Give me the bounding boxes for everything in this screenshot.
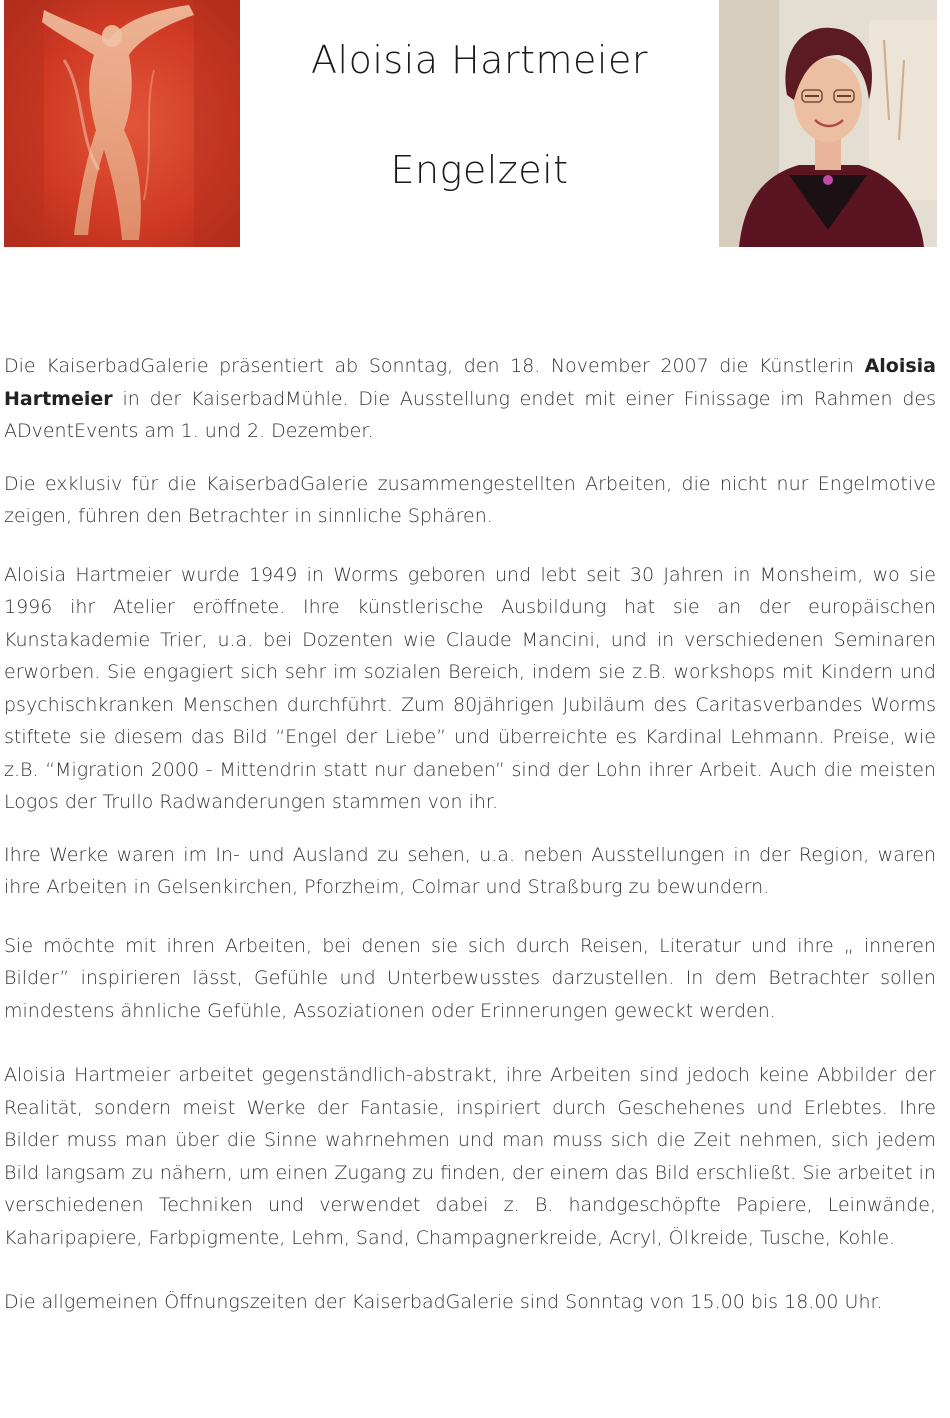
exhibition-title: Engelzeit [390,148,569,192]
opening-hours-paragraph: Die allgemeinen Öffnungszeiten der KaiserbadGalerie sind Sonntag von 15.00 bis 18.00 Uhr. [4,1291,883,1313]
biography-paragraph: Aloisia Hartmeier wurde 1949 in Worms geboren und lebt seit 30 Jahren in Monsheim, wo sie 1996 ihr Atelier eröffnete. Ihre künstlerische Ausbildung hat sie an der europäischen Kunstakademie Trier, u.a. bei Dozenten wie Claude Mancini, und in verschiedenen Seminaren erworben. Sie engagiert sich sehr im sozialen Bereich, indem sie z.B. workshops mit Kindern und psychischkranken Menschen durchführt. Zum 80jährigen Jubiläum des Caritasverbandes Worms stiftete sie diesem das Bild “Engel der Liebe” und überreichte es Kardinal Lehmann. Preise, wie z.B. “Migration 2000 - Mittendrin statt nur daneben” sind der Lohn ihrer Arbeit. Auch die meisten Logos der Trullo Radwanderungen stammen von ihr. [4,563,936,813]
article-body [4,350,936,1319]
intro-artist-name: Aloisia Hartmeier [4,355,936,410]
technique-paragraph: Aloisia Hartmeier arbeitet gegenständlich-abstrakt, ihre Arbeiten sind jedoch keine Abbilder der Realität, sondern meist Werke der Fantasie, inspiriert durch Geschehenes und Erlebtes. Ihre Bilder muss man über die Sinne wahrnehmen und man muss sich die Zeit nehmen, sich jedem Bild langsam zu nähern, um einen Zugang zu finden, der einem das Bild erschließt. Sie arbeitet in verschiedenen Techniken und verwendet dabei z. B. handgeschöpfte Papiere, Leinwände, Kaharipapiere, Farbpigmente, Lehm, Sand, Champagnerkreide, Acryl, Ölkreide, Tusche, Kohle. [4,1064,936,1249]
intro-text-before: Die KaiserbadGalerie präsentiert ab Sonntag, den 18. November 2007 die Künstlerin [4,355,865,377]
artist-portrait-photo [719,0,937,247]
intent-paragraph: Sie möchte mit ihren Arbeiten, bei denen sie sich durch Reisen, Literatur und ihre „ inneren Bilder” inspirieren lässt, Gefühle und Unterbewusstes darzustellen. In dem Betrachter sollen mindestens ähnliche Gefühle, Assoziationen oder Erinnerungen geweckt werden. [4,934,936,1022]
intro-text-after: in der KaiserbadMühle. Die Ausstellung endet mit einer Finissage im Rahmen des ADventEvents am 1. und 2. Dezember. [4,387,936,442]
angel-painting-image [4,0,240,247]
exhibitions-paragraph: Ihre Werke waren im In- und Ausland zu sehen, u.a. neben Ausstellungen in der Region, waren ihre Arbeiten in Gelsenkirchen, Pforzheim, Colmar und Straßburg zu bewundern. [4,843,936,898]
artist-name-title: Aloisia Hartmeier [311,38,648,82]
intro-paragraph [4,350,936,448]
works-paragraph: Die exklusiv für die KaiserbadGalerie zusammengestellten Arbeiten, die nicht nur Engelmotive zeigen, führen den Betrachter in sinnliche Sphären. [4,472,936,527]
